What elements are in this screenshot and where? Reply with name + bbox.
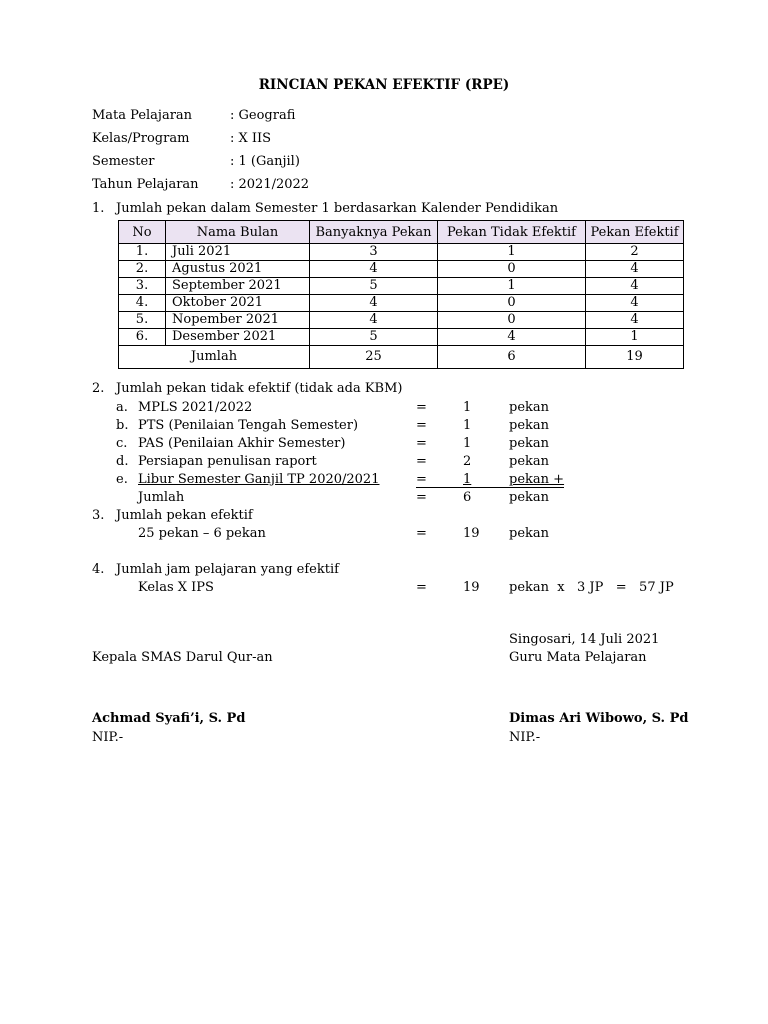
table-header-row	[119, 221, 684, 244]
cell-tidak-efektif: 1	[438, 278, 586, 295]
cell-tidak-efektif: 4	[438, 329, 586, 346]
cell-efektif: 4	[586, 312, 684, 329]
item-eq: =	[416, 400, 427, 415]
section-4-heading	[92, 562, 339, 577]
table-row	[119, 261, 684, 278]
section-3-calc: 25 pekan – 6 pekan	[138, 526, 266, 541]
signature-left-name: Achmad Syafi’i, S. Pd	[92, 711, 246, 726]
cell-banyak: 4	[310, 295, 438, 312]
cell-tidak-efektif: 0	[438, 312, 586, 329]
cell-tidak-efektif: 1	[438, 244, 586, 261]
sum-underline	[416, 487, 564, 488]
item-text: MPLS 2021/2022	[138, 400, 253, 415]
signature-right-nip: NIP.-	[509, 730, 541, 745]
cell-nama-bulan: Agustus 2021	[166, 261, 310, 278]
signature-place-date: Singosari, 14 Juli 2021	[509, 632, 660, 647]
item-value: 1	[463, 472, 472, 487]
section-4-text: Jumlah jam pelajaran yang efektif	[116, 562, 339, 577]
info-value-tahun: : 2021/2022	[230, 177, 310, 192]
item-value: 1	[463, 400, 472, 415]
table-row	[119, 312, 684, 329]
item-letter: d.	[116, 454, 129, 469]
item-unit: pekan	[509, 436, 550, 451]
header-no: No	[119, 221, 166, 244]
item-eq: =	[416, 436, 427, 451]
section-3-eq: =	[416, 526, 427, 541]
section-3-number: 3.	[92, 508, 105, 523]
item-letter: a.	[116, 400, 128, 415]
cell-no: 6.	[119, 329, 166, 346]
pekan-table	[118, 220, 684, 369]
header-pekan-tidak-efektif: Pekan Tidak Efektif	[438, 221, 586, 244]
cell-nama-bulan: Desember 2021	[166, 329, 310, 346]
section-3-heading	[92, 508, 253, 523]
cell-banyak: 4	[310, 261, 438, 278]
document-title: RINCIAN PEKAN EFEKTIF (RPE)	[258, 77, 510, 93]
cell-no: 5.	[119, 312, 166, 329]
header-banyaknya-pekan: Banyaknya Pekan	[310, 221, 438, 244]
table-row	[119, 295, 684, 312]
cell-efektif: 2	[586, 244, 684, 261]
cell-nama-bulan: Oktober 2021	[166, 295, 310, 312]
section-2-total-unit: pekan	[509, 490, 550, 505]
cell-efektif: 4	[586, 295, 684, 312]
item-value: 1	[463, 436, 472, 451]
cell-tidak-efektif: 0	[438, 261, 586, 278]
header-nama-bulan: Nama Bulan	[166, 221, 310, 244]
table-row	[119, 278, 684, 295]
section-4-number: 4.	[92, 562, 105, 577]
cell-no: 1.	[119, 244, 166, 261]
item-eq: =	[416, 418, 427, 433]
cell-no: 3.	[119, 278, 166, 295]
signature-left-nip: NIP.-	[92, 730, 124, 745]
table-total-row	[119, 346, 684, 369]
cell-nama-bulan: Nopember 2021	[166, 312, 310, 329]
section-1-text: Jumlah pekan dalam Semester 1 berdasarkan Kalender Pendidikan	[116, 201, 559, 216]
item-unit: pekan	[509, 400, 550, 415]
cell-efektif: 4	[586, 261, 684, 278]
item-text: PAS (Penilaian Akhir Semester)	[138, 436, 346, 451]
section-3-unit: pekan	[509, 526, 550, 541]
section-2-total-label: Jumlah	[138, 490, 185, 505]
section-4-unit: pekan x 3 JP = 57 JP	[509, 580, 674, 595]
total-banyak: 25	[310, 346, 438, 369]
item-unit: pekan	[509, 454, 550, 469]
signature-left-role: Kepala SMAS Darul Qur-an	[92, 650, 273, 665]
section-2-number: 2.	[92, 381, 105, 396]
cell-tidak-efektif: 0	[438, 295, 586, 312]
info-value-kelas: : X IIS	[230, 131, 272, 146]
section-2-total-value: 6	[463, 490, 472, 505]
section-4-value: 19	[463, 580, 480, 595]
total-efektif: 19	[586, 346, 684, 369]
item-letter: b.	[116, 418, 129, 433]
table-row	[119, 329, 684, 346]
item-unit: pekan +	[509, 472, 565, 487]
header-pekan-efektif: Pekan Efektif	[586, 221, 684, 244]
section-3-text: Jumlah pekan efektif	[116, 508, 253, 523]
item-value: 2	[463, 454, 472, 469]
section-2-text: Jumlah pekan tidak efektif (tidak ada KBM)	[116, 381, 403, 396]
section-3-value: 19	[463, 526, 480, 541]
signature-right-role: Guru Mata Pelajaran	[509, 650, 647, 665]
section-2-heading	[92, 381, 402, 396]
info-label-kelas: Kelas/Program	[92, 131, 190, 146]
item-letter: c.	[116, 436, 128, 451]
total-label: Jumlah	[119, 346, 310, 369]
total-tidak-efektif: 6	[438, 346, 586, 369]
info-label-mata-pelajaran: Mata Pelajaran	[92, 108, 193, 123]
item-text: Persiapan penulisan raport	[138, 454, 317, 469]
cell-nama-bulan: Juli 2021	[166, 244, 310, 261]
cell-banyak: 5	[310, 329, 438, 346]
item-value: 1	[463, 418, 472, 433]
cell-no: 4.	[119, 295, 166, 312]
info-value-mata-pelajaran: : Geografi	[230, 108, 296, 123]
item-text: Libur Semester Ganjil TP 2020/2021	[138, 472, 380, 487]
section-1-heading	[92, 201, 558, 216]
cell-banyak: 3	[310, 244, 438, 261]
item-eq: =	[416, 454, 427, 469]
section-4-calc: Kelas X IPS	[138, 580, 214, 595]
table-row	[119, 244, 684, 261]
cell-banyak: 4	[310, 312, 438, 329]
cell-efektif: 4	[586, 278, 684, 295]
cell-efektif: 1	[586, 329, 684, 346]
info-value-semester: : 1 (Ganjil)	[230, 154, 300, 169]
info-label-semester: Semester	[92, 154, 155, 169]
section-1-number: 1.	[92, 201, 105, 216]
section-2-total-eq: =	[416, 490, 427, 505]
cell-banyak: 5	[310, 278, 438, 295]
item-unit: pekan	[509, 418, 550, 433]
item-letter: e.	[116, 472, 128, 487]
item-text: PTS (Penilaian Tengah Semester)	[138, 418, 359, 433]
section-4-eq: =	[416, 580, 427, 595]
cell-nama-bulan: September 2021	[166, 278, 310, 295]
cell-no: 2.	[119, 261, 166, 278]
item-eq: =	[416, 472, 427, 487]
info-label-tahun: Tahun Pelajaran	[92, 177, 199, 192]
signature-right-name: Dimas Ari Wibowo, S. Pd	[509, 711, 689, 726]
